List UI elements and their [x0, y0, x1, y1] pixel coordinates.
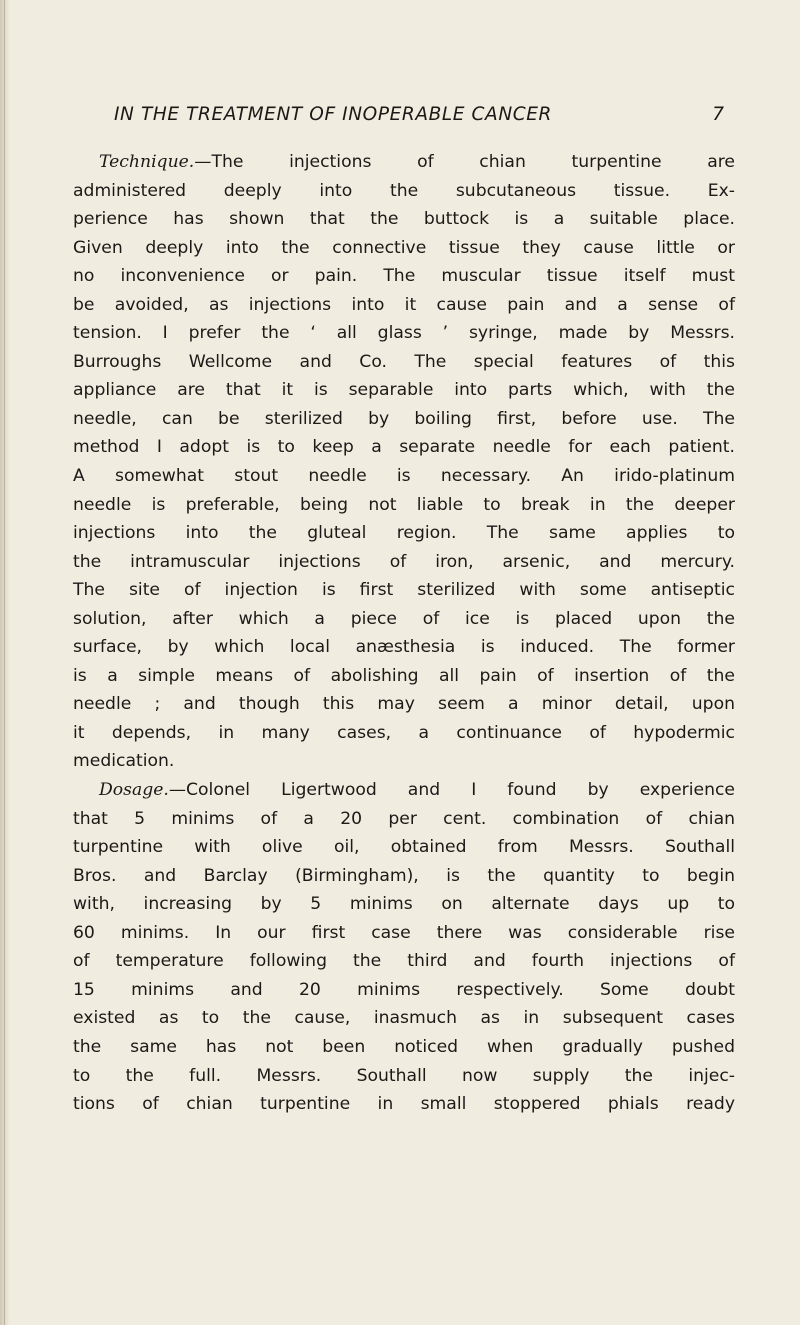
text-line: of temperature following the third and fourth injections of: [73, 951, 735, 972]
text-line: turpentine with olive oil, obtained from Messrs. Southall: [73, 837, 735, 858]
text-line: be avoided, as injections into it cause pain and a sense of: [73, 294, 735, 315]
text-line: solution, after which a piece of ice is placed upon the: [73, 608, 735, 629]
text-line: it depends, in many cases, a continuance of hypodermic: [73, 722, 735, 743]
body-text: [73, 148, 735, 1119]
text-line: injections into the gluteal region. The same applies to: [73, 523, 735, 544]
text-line: tions of chian turpentine in small stoppered phials ready: [73, 1094, 735, 1115]
text-line: needle, can be sterilized by boiling first, before use. The: [73, 408, 735, 429]
text-line: no inconvenience or pain. The muscular tissue itself must: [73, 266, 735, 287]
text-line: administered deeply into the subcutaneous tissue. Ex-: [73, 180, 735, 201]
section-heading-dosage: Dosage.: [99, 780, 169, 801]
line-text: —Colonel Ligertwood and I found by experience: [168, 780, 735, 801]
text-line: [73, 148, 735, 177]
line-text: —The injections of chian turpentine are: [194, 152, 735, 172]
text-line: appliance are that it is separable into parts which, with the: [73, 380, 735, 401]
text-line: to the full. Messrs. Southall now supply the injec-: [73, 1065, 735, 1086]
running-title: IN THE TREATMENT OF INOPERABLE CANCER: [114, 104, 553, 125]
text-line: [73, 776, 735, 805]
text-line: with, increasing by 5 minims on alternate days up to: [73, 894, 735, 915]
text-line: is a simple means of abolishing all pain of insertion of the: [73, 665, 735, 686]
text-line: medication.: [73, 751, 175, 772]
text-line: 15 minims and 20 minims respectively. Some doubt: [73, 979, 735, 1000]
text-line: A somewhat stout needle is necessary. An irido-platinum: [73, 466, 735, 487]
text-line: the same has not been noticed when gradually pushed: [73, 1036, 735, 1057]
text-line: surface, by which local anæsthesia is induced. The former: [73, 637, 735, 658]
text-line: The site of injection is first sterilized with some antiseptic: [73, 580, 735, 601]
text-line: Bros. and Barclay (Birmingham), is the quantity to begin: [73, 865, 735, 886]
section-heading-technique: Technique.: [99, 152, 195, 172]
running-head: [114, 104, 730, 130]
text-line: 60 minims. In our first case there was considerable rise: [73, 922, 735, 943]
text-line: tension. I prefer the ‘ all glass ’ syringe, made by Messrs.: [73, 323, 735, 344]
text-line: Given deeply into the connective tissue they cause little or: [73, 237, 735, 258]
text-line: the intramuscular injections of iron, arsenic, and mercury.: [73, 551, 735, 572]
text-line: Burroughs Wellcome and Co. The special features of this: [73, 351, 735, 372]
page-edge: [0, 0, 10, 1325]
binding-line: [4, 0, 5, 1325]
text-line: needle is preferable, being not liable to break in the deeper: [73, 494, 735, 515]
text-line: method I adopt is to keep a separate needle for each patient.: [73, 437, 735, 458]
text-line: that 5 minims of a 20 per cent. combination of chian: [73, 808, 735, 829]
text-line: needle ; and though this may seem a minor detail, upon: [73, 694, 735, 715]
page-number: 7: [712, 104, 724, 125]
text-line: perience has shown that the buttock is a suitable place.: [73, 209, 735, 230]
text-line: existed as to the cause, inasmuch as in subsequent cases: [73, 1008, 735, 1029]
